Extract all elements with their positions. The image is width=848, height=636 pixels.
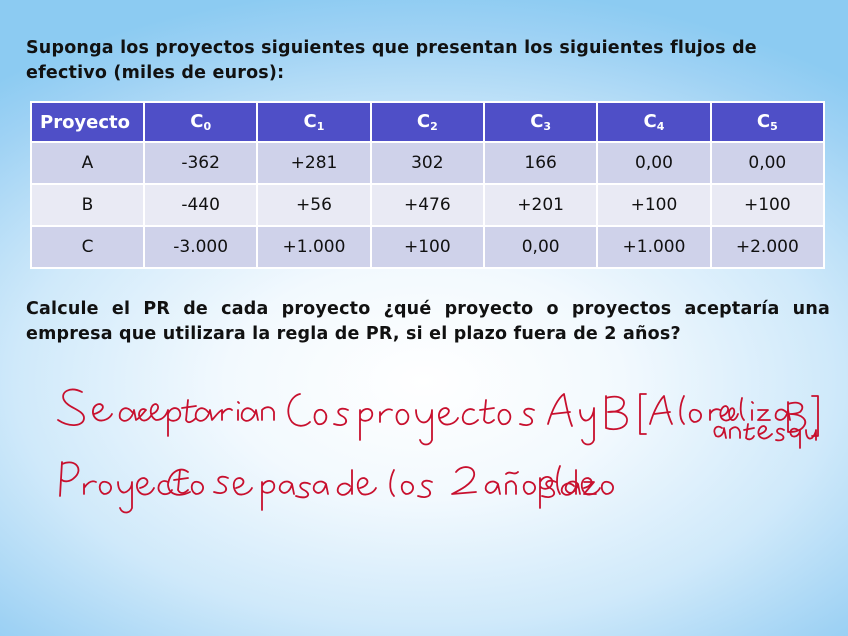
header-proyecto: Proyecto [31, 102, 144, 142]
handwriting-line-2 [60, 462, 613, 513]
header-c1: $C_1$ [257, 102, 370, 142]
cash-flow-cell: 0,00 [484, 226, 597, 268]
cash-flow-cell: 0,00 [597, 142, 710, 184]
cash-flow-cell: -3.000 [144, 226, 257, 268]
header-c4: $C_4$ [597, 102, 710, 142]
cash-flow-cell: +281 [257, 142, 370, 184]
project-label: B [31, 184, 144, 226]
cash-flow-cell: +56 [257, 184, 370, 226]
cash-flow-cell: -440 [144, 184, 257, 226]
intro-text: Suponga los proyectos siguientes que presentan los siguientes flujos de efectivo (miles de euros): [26, 38, 757, 83]
handwriting-line-1 [58, 390, 818, 448]
header-c2: $C_2$ [371, 102, 484, 142]
header-c5: $C_5$ [711, 102, 824, 142]
cash-flow-cell: 302 [371, 142, 484, 184]
cash-flow-cell: +2.000 [711, 226, 824, 268]
cash-flow-cell: +1.000 [257, 226, 370, 268]
cash-flow-cell: +1.000 [597, 226, 710, 268]
cash-flow-cell: -362 [144, 142, 257, 184]
header-c3: $C_3$ [484, 102, 597, 142]
cash-flow-cell: 0,00 [711, 142, 824, 184]
question-text: Calcule el PR de cada proyecto ¿qué proyecto o proyectos aceptaría una empresa que utilizara la regla de PR, si el plazo fuera de 2 años? [26, 299, 830, 344]
cash-flow-cell: +100 [711, 184, 824, 226]
cash-flow-cell: +100 [597, 184, 710, 226]
project-label: A [31, 142, 144, 184]
cash-flow-cell: +476 [371, 184, 484, 226]
cash-flow-cell: 166 [484, 142, 597, 184]
project-label: C [31, 226, 144, 268]
cash-flow-cell: +201 [484, 184, 597, 226]
header-c0: $C_0$ [144, 102, 257, 142]
cash-flow-cell: +100 [371, 226, 484, 268]
